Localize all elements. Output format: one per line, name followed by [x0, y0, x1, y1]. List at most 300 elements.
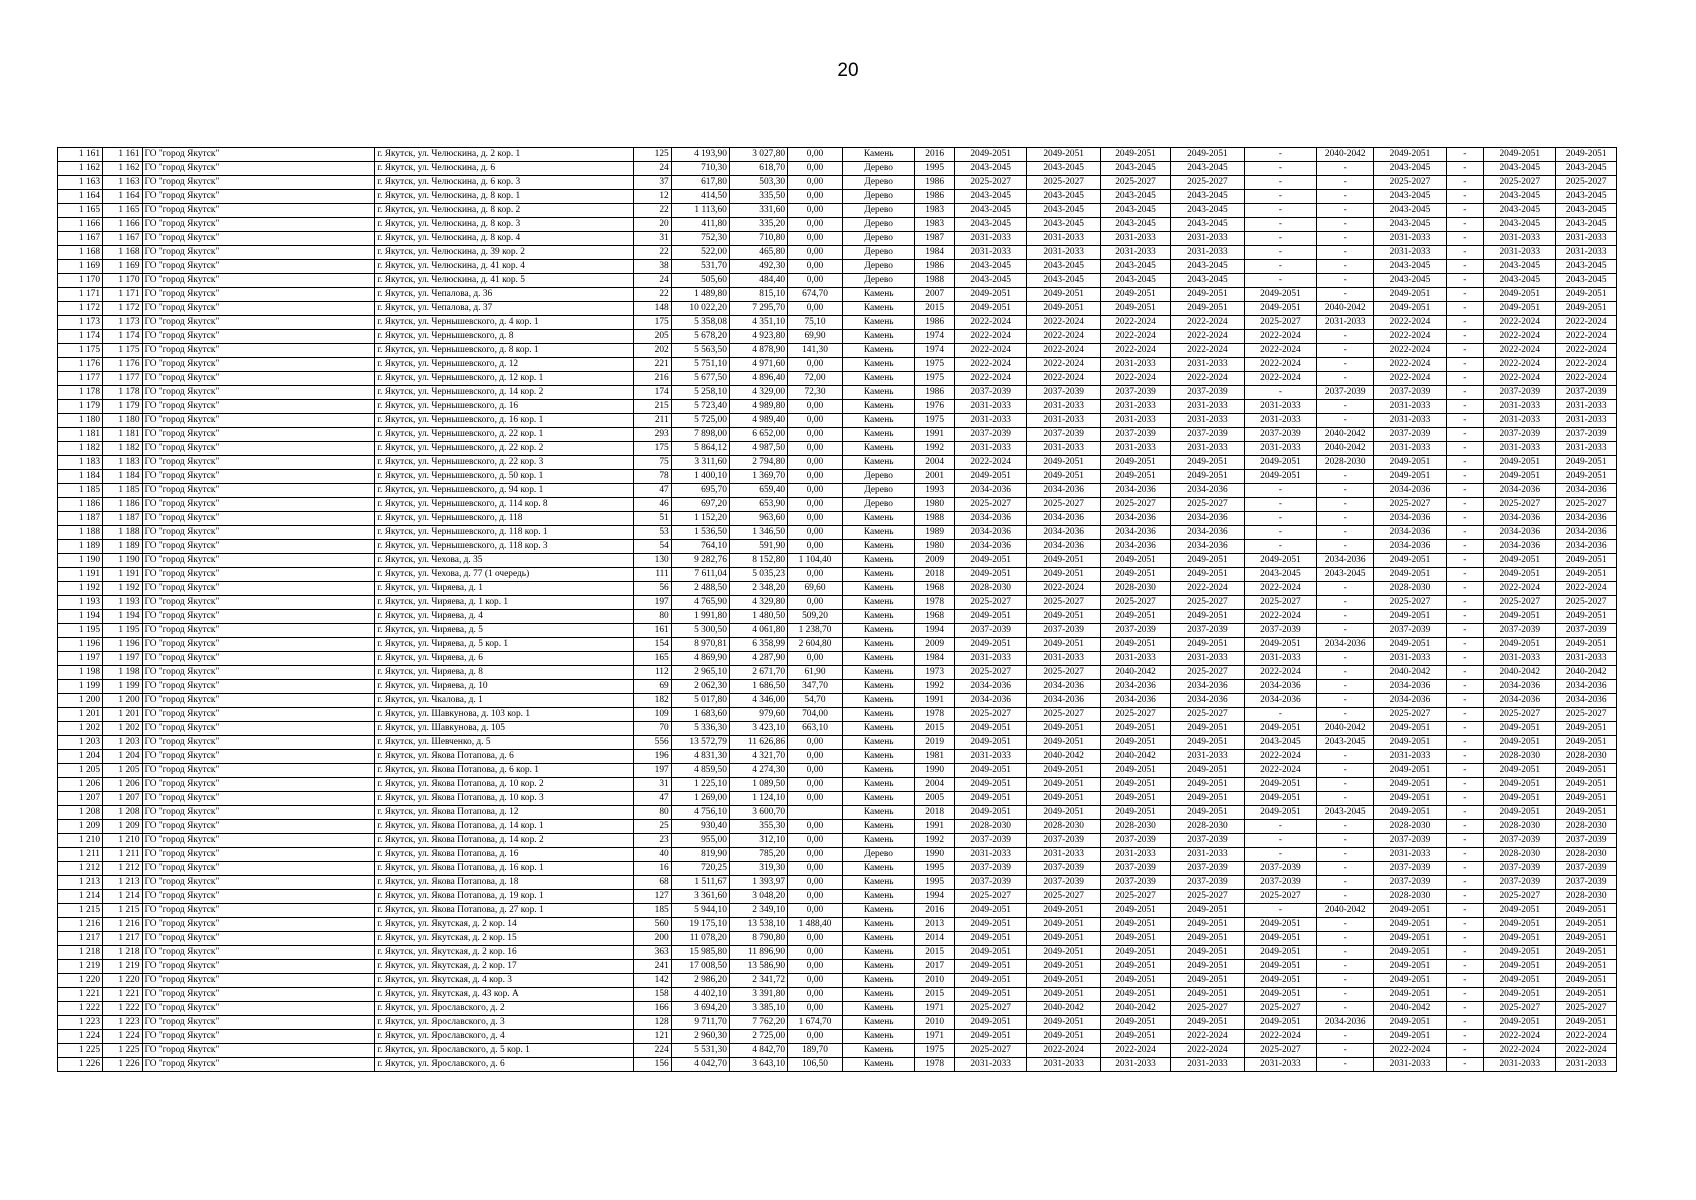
- cell-period-6: -: [1317, 624, 1374, 638]
- cell-period-5: -: [1244, 540, 1316, 554]
- cell-row-number: 1 189: [58, 540, 103, 554]
- cell-period-1: 2025-2027: [954, 596, 1026, 610]
- cell-period-2: 2049-2051: [1027, 148, 1101, 162]
- cell-period-10: 2049-2051: [1556, 946, 1617, 960]
- cell-nonresidential-area: 0,00: [788, 652, 843, 666]
- cell-period-6: -: [1317, 946, 1374, 960]
- cell-row-number: 1 204: [58, 750, 103, 764]
- cell-apartments: 154: [634, 638, 671, 652]
- cell-row-number: 1 221: [58, 988, 103, 1002]
- cell-municipality: ГО "город Якутск": [142, 750, 375, 764]
- cell-period-5: 2049-2051: [1244, 918, 1316, 932]
- cell-period-8: -: [1446, 218, 1483, 232]
- cell-period-1: 2031-2033: [954, 400, 1026, 414]
- cell-apartments: 24: [634, 162, 671, 176]
- cell-record-number: 1 182: [103, 442, 143, 456]
- cell-period-7: 2031-2033: [1374, 750, 1446, 764]
- cell-period-10: 2031-2033: [1556, 246, 1617, 260]
- cell-period-8: -: [1446, 540, 1483, 554]
- cell-year-built: 1975: [915, 358, 955, 372]
- cell-row-number: 1 169: [58, 260, 103, 274]
- cell-period-6: -: [1317, 204, 1374, 218]
- cell-period-9: 2034-2036: [1484, 540, 1556, 554]
- cell-period-3: 2049-2051: [1100, 554, 1170, 568]
- cell-period-8: -: [1446, 386, 1483, 400]
- cell-address: г. Якутск, ул. Якова Потапова, д. 10 кор. 3: [375, 792, 634, 806]
- cell-record-number: 1 184: [103, 470, 143, 484]
- cell-year-built: 1991: [915, 694, 955, 708]
- cell-record-number: 1 201: [103, 708, 143, 722]
- cell-living-area: 3 423,10: [729, 722, 787, 736]
- cell-period-3: 2037-2039: [1100, 624, 1170, 638]
- cell-wall-material: Камень: [842, 316, 914, 330]
- cell-period-8: -: [1446, 610, 1483, 624]
- cell-period-6: -: [1317, 498, 1374, 512]
- cell-record-number: 1 191: [103, 568, 143, 582]
- cell-period-8: -: [1446, 400, 1483, 414]
- cell-year-built: 1987: [915, 232, 955, 246]
- cell-row-number: 1 201: [58, 708, 103, 722]
- cell-wall-material: Камень: [842, 148, 914, 162]
- cell-period-3: 2037-2039: [1100, 834, 1170, 848]
- cell-period-4: 2043-2045: [1171, 190, 1245, 204]
- cell-period-3: 2025-2027: [1100, 176, 1170, 190]
- cell-period-7: 2049-2051: [1374, 456, 1446, 470]
- cell-apartments: 53: [634, 526, 671, 540]
- cell-period-10: 2049-2051: [1556, 470, 1617, 484]
- cell-living-area: 335,20: [729, 218, 787, 232]
- cell-row-number: 1 200: [58, 694, 103, 708]
- cell-row-number: 1 225: [58, 1044, 103, 1058]
- cell-period-9: 2049-2051: [1484, 946, 1556, 960]
- cell-period-4: 2037-2039: [1171, 876, 1245, 890]
- cell-period-7: 2049-2051: [1374, 638, 1446, 652]
- cell-living-area: 1 393,97: [729, 876, 787, 890]
- table-row: [58, 624, 1617, 638]
- cell-total-area: 5 725,00: [671, 414, 729, 428]
- cell-nonresidential-area: 663,10: [788, 722, 843, 736]
- cell-period-3: 2028-2030: [1100, 582, 1170, 596]
- cell-year-built: 1991: [915, 820, 955, 834]
- cell-period-5: -: [1244, 176, 1316, 190]
- cell-nonresidential-area: 72,30: [788, 386, 843, 400]
- cell-period-10: 2043-2045: [1556, 218, 1617, 232]
- cell-period-4: 2022-2024: [1171, 344, 1245, 358]
- cell-period-3: 2034-2036: [1100, 484, 1170, 498]
- cell-living-area: 4 989,80: [729, 400, 787, 414]
- cell-record-number: 1 196: [103, 638, 143, 652]
- cell-municipality: ГО "город Якутск": [142, 764, 375, 778]
- cell-period-6: -: [1317, 694, 1374, 708]
- table-row: [58, 1044, 1617, 1058]
- cell-period-1: 2049-2051: [954, 568, 1026, 582]
- cell-address: г. Якутск, ул. Якова Потапова, д. 6: [375, 750, 634, 764]
- cell-period-8: -: [1446, 568, 1483, 582]
- cell-period-6: -: [1317, 512, 1374, 526]
- cell-period-10: 2022-2024: [1556, 582, 1617, 596]
- cell-year-built: 1971: [915, 1030, 955, 1044]
- cell-row-number: 1 224: [58, 1030, 103, 1044]
- cell-period-3: 2031-2033: [1100, 414, 1170, 428]
- cell-wall-material: Камень: [842, 624, 914, 638]
- cell-period-10: 2049-2051: [1556, 1016, 1617, 1030]
- cell-period-6: 2031-2033: [1317, 316, 1374, 330]
- cell-living-area: 6 358,99: [729, 638, 787, 652]
- cell-total-area: 617,80: [671, 176, 729, 190]
- table-row: [58, 582, 1617, 596]
- cell-period-10: 2022-2024: [1556, 316, 1617, 330]
- table-row: [58, 218, 1617, 232]
- cell-period-9: 2037-2039: [1484, 386, 1556, 400]
- cell-municipality: ГО "город Якутск": [142, 988, 375, 1002]
- cell-apartments: 175: [634, 316, 671, 330]
- cell-period-3: 2049-2051: [1100, 778, 1170, 792]
- cell-period-4: 2022-2024: [1171, 1030, 1245, 1044]
- cell-nonresidential-area: 674,70: [788, 288, 843, 302]
- cell-total-area: 5 677,50: [671, 372, 729, 386]
- cell-living-area: 979,60: [729, 708, 787, 722]
- cell-living-area: 1 369,70: [729, 470, 787, 484]
- cell-year-built: 1992: [915, 680, 955, 694]
- cell-period-3: 2049-2051: [1100, 638, 1170, 652]
- cell-period-5: 2022-2024: [1244, 610, 1316, 624]
- cell-period-6: -: [1317, 834, 1374, 848]
- cell-period-10: 2031-2033: [1556, 442, 1617, 456]
- cell-period-5: -: [1244, 834, 1316, 848]
- cell-period-7: 2043-2045: [1374, 190, 1446, 204]
- cell-address: г. Якутск, ул. Чехова, д. 77 (1 очередь): [375, 568, 634, 582]
- cell-record-number: 1 194: [103, 610, 143, 624]
- cell-record-number: 1 204: [103, 750, 143, 764]
- cell-wall-material: Камень: [842, 540, 914, 554]
- table-row: [58, 960, 1617, 974]
- table-row: [58, 834, 1617, 848]
- cell-municipality: ГО "город Якутск": [142, 274, 375, 288]
- cell-period-4: 2034-2036: [1171, 512, 1245, 526]
- cell-apartments: 142: [634, 974, 671, 988]
- cell-period-4: 2049-2051: [1171, 904, 1245, 918]
- cell-period-8: -: [1446, 1044, 1483, 1058]
- cell-period-1: 2031-2033: [954, 750, 1026, 764]
- cell-period-2: 2037-2039: [1027, 862, 1101, 876]
- cell-period-1: 2022-2024: [954, 344, 1026, 358]
- table-row: [58, 470, 1617, 484]
- cell-total-area: 4 859,50: [671, 764, 729, 778]
- cell-address: г. Якутск, ул. Чернышевского, д. 14 кор. 2: [375, 386, 634, 400]
- cell-municipality: ГО "город Якутск": [142, 316, 375, 330]
- cell-period-5: -: [1244, 820, 1316, 834]
- cell-period-6: -: [1317, 792, 1374, 806]
- cell-year-built: 2010: [915, 1016, 955, 1030]
- cell-row-number: 1 171: [58, 288, 103, 302]
- cell-nonresidential-area: 0,00: [788, 890, 843, 904]
- cell-nonresidential-area: 0,00: [788, 526, 843, 540]
- cell-total-area: 5 751,10: [671, 358, 729, 372]
- cell-record-number: 1 216: [103, 918, 143, 932]
- cell-total-area: 2 965,10: [671, 666, 729, 680]
- cell-period-2: 2049-2051: [1027, 764, 1101, 778]
- cell-address: г. Якутск, ул. Якова Потапова, д. 18: [375, 876, 634, 890]
- cell-apartments: 166: [634, 1002, 671, 1016]
- cell-apartments: 20: [634, 218, 671, 232]
- cell-nonresidential-area: 0,00: [788, 736, 843, 750]
- cell-period-8: -: [1446, 1016, 1483, 1030]
- cell-period-5: -: [1244, 848, 1316, 862]
- cell-period-1: 2043-2045: [954, 162, 1026, 176]
- cell-record-number: 1 197: [103, 652, 143, 666]
- cell-period-10: 2049-2051: [1556, 792, 1617, 806]
- table-row: [58, 442, 1617, 456]
- cell-record-number: 1 169: [103, 260, 143, 274]
- cell-year-built: 1968: [915, 582, 955, 596]
- cell-address: г. Якутск, ул. Якова Потапова, д. 14 кор. 2: [375, 834, 634, 848]
- cell-period-9: 2022-2024: [1484, 344, 1556, 358]
- cell-record-number: 1 199: [103, 680, 143, 694]
- cell-living-area: 11 896,90: [729, 946, 787, 960]
- cell-period-1: 2025-2027: [954, 498, 1026, 512]
- cell-period-6: 2043-2045: [1317, 736, 1374, 750]
- cell-period-8: -: [1446, 316, 1483, 330]
- cell-period-10: 2043-2045: [1556, 204, 1617, 218]
- cell-period-2: 2049-2051: [1027, 722, 1101, 736]
- cell-period-9: 2043-2045: [1484, 190, 1556, 204]
- cell-wall-material: Камень: [842, 610, 914, 624]
- cell-period-8: -: [1446, 582, 1483, 596]
- cell-period-10: 2034-2036: [1556, 484, 1617, 498]
- cell-wall-material: Камень: [842, 666, 914, 680]
- cell-period-7: 2043-2045: [1374, 274, 1446, 288]
- cell-period-8: -: [1446, 1058, 1483, 1072]
- cell-year-built: 2018: [915, 568, 955, 582]
- cell-apartments: 185: [634, 904, 671, 918]
- cell-period-3: 2043-2045: [1100, 274, 1170, 288]
- cell-year-built: 1975: [915, 414, 955, 428]
- cell-period-2: 2043-2045: [1027, 260, 1101, 274]
- cell-period-8: -: [1446, 498, 1483, 512]
- cell-period-1: 2022-2024: [954, 372, 1026, 386]
- cell-total-area: 1 683,60: [671, 708, 729, 722]
- cell-period-1: 2037-2039: [954, 386, 1026, 400]
- cell-address: г. Якутск, ул. Чернышевского, д. 50 кор. 1: [375, 470, 634, 484]
- cell-total-area: 2 986,20: [671, 974, 729, 988]
- cell-year-built: 1984: [915, 652, 955, 666]
- cell-nonresidential-area: 0,00: [788, 904, 843, 918]
- cell-wall-material: Камень: [842, 834, 914, 848]
- cell-municipality: ГО "город Якутск": [142, 820, 375, 834]
- cell-period-10: 2025-2027: [1556, 1002, 1617, 1016]
- cell-period-10: 2025-2027: [1556, 708, 1617, 722]
- cell-period-7: 2049-2051: [1374, 554, 1446, 568]
- table-row: [58, 1058, 1617, 1072]
- cell-nonresidential-area: 189,70: [788, 1044, 843, 1058]
- cell-year-built: 1975: [915, 372, 955, 386]
- cell-period-9: 2031-2033: [1484, 232, 1556, 246]
- cell-period-6: -: [1317, 260, 1374, 274]
- cell-period-8: -: [1446, 806, 1483, 820]
- cell-living-area: 335,50: [729, 190, 787, 204]
- cell-municipality: ГО "город Якутск": [142, 232, 375, 246]
- cell-period-1: 2043-2045: [954, 260, 1026, 274]
- cell-address: г. Якутск, ул. Челюскина, д. 8 кор. 1: [375, 190, 634, 204]
- cell-period-6: -: [1317, 1002, 1374, 1016]
- cell-period-3: 2028-2030: [1100, 820, 1170, 834]
- cell-period-4: 2049-2051: [1171, 792, 1245, 806]
- cell-period-7: 2049-2051: [1374, 960, 1446, 974]
- cell-address: г. Якутск, ул. Якова Потапова, д. 6 кор. 1: [375, 764, 634, 778]
- cell-total-area: 3 694,20: [671, 1002, 729, 1016]
- cell-period-5: 2049-2051: [1244, 932, 1316, 946]
- cell-living-area: 963,60: [729, 512, 787, 526]
- cell-living-area: 4 989,40: [729, 414, 787, 428]
- cell-period-10: 2028-2030: [1556, 890, 1617, 904]
- cell-year-built: 1986: [915, 386, 955, 400]
- cell-period-8: -: [1446, 442, 1483, 456]
- cell-nonresidential-area: 0,00: [788, 820, 843, 834]
- cell-wall-material: Дерево: [842, 470, 914, 484]
- cell-municipality: ГО "город Якутск": [142, 624, 375, 638]
- cell-record-number: 1 212: [103, 862, 143, 876]
- cell-period-10: 2034-2036: [1556, 680, 1617, 694]
- cell-period-5: 2043-2045: [1244, 568, 1316, 582]
- cell-period-7: 2040-2042: [1374, 666, 1446, 680]
- cell-period-1: 2037-2039: [954, 876, 1026, 890]
- cell-period-5: 2043-2045: [1244, 736, 1316, 750]
- cell-wall-material: Камень: [842, 778, 914, 792]
- table-row: [58, 176, 1617, 190]
- cell-period-6: -: [1317, 876, 1374, 890]
- cell-period-1: 2049-2051: [954, 904, 1026, 918]
- cell-total-area: 2 960,30: [671, 1030, 729, 1044]
- cell-period-4: 2034-2036: [1171, 694, 1245, 708]
- cell-nonresidential-area: 0,00: [788, 876, 843, 890]
- cell-period-1: 2043-2045: [954, 190, 1026, 204]
- cell-period-7: 2031-2033: [1374, 848, 1446, 862]
- cell-nonresidential-area: 69,60: [788, 582, 843, 596]
- cell-municipality: ГО "город Якутск": [142, 694, 375, 708]
- cell-municipality: ГО "город Якутск": [142, 946, 375, 960]
- cell-apartments: 75: [634, 456, 671, 470]
- cell-record-number: 1 178: [103, 386, 143, 400]
- cell-period-5: 2031-2033: [1244, 400, 1316, 414]
- cell-address: г. Якутск, ул. Ярославского, д. 4: [375, 1030, 634, 1044]
- cell-living-area: 4 321,70: [729, 750, 787, 764]
- cell-total-area: 4 831,30: [671, 750, 729, 764]
- cell-living-area: 1 480,50: [729, 610, 787, 624]
- cell-period-10: 2025-2027: [1556, 498, 1617, 512]
- cell-period-1: 2049-2051: [954, 778, 1026, 792]
- cell-period-6: 2040-2042: [1317, 722, 1374, 736]
- cell-period-3: 2031-2033: [1100, 848, 1170, 862]
- cell-address: г. Якутск, ул. Якутская, д. 2 кор. 16: [375, 946, 634, 960]
- cell-total-area: 3 311,60: [671, 456, 729, 470]
- cell-row-number: 1 199: [58, 680, 103, 694]
- cell-period-3: 2031-2033: [1100, 652, 1170, 666]
- cell-year-built: 2015: [915, 302, 955, 316]
- cell-record-number: 1 192: [103, 582, 143, 596]
- table-row: [58, 1002, 1617, 1016]
- cell-period-6: -: [1317, 330, 1374, 344]
- cell-row-number: 1 206: [58, 778, 103, 792]
- table-row: [58, 568, 1617, 582]
- cell-period-7: 2025-2027: [1374, 176, 1446, 190]
- cell-living-area: 4 346,00: [729, 694, 787, 708]
- cell-municipality: ГО "город Якутск": [142, 1002, 375, 1016]
- cell-nonresidential-area: 0,00: [788, 498, 843, 512]
- cell-total-area: 505,60: [671, 274, 729, 288]
- cell-row-number: 1 186: [58, 498, 103, 512]
- cell-address: г. Якутск, ул. Челюскина, д. 8 кор. 4: [375, 232, 634, 246]
- cell-period-1: 2049-2051: [954, 792, 1026, 806]
- cell-row-number: 1 166: [58, 218, 103, 232]
- cell-total-area: 5 678,20: [671, 330, 729, 344]
- cell-apartments: 130: [634, 554, 671, 568]
- cell-period-9: 2037-2039: [1484, 428, 1556, 442]
- cell-period-9: 2034-2036: [1484, 526, 1556, 540]
- table-row: [58, 904, 1617, 918]
- cell-municipality: ГО "город Якутск": [142, 246, 375, 260]
- cell-period-7: 2037-2039: [1374, 428, 1446, 442]
- cell-period-5: 2025-2027: [1244, 316, 1316, 330]
- cell-period-1: 2037-2039: [954, 624, 1026, 638]
- cell-row-number: 1 210: [58, 834, 103, 848]
- cell-wall-material: Камень: [842, 946, 914, 960]
- cell-living-area: 4 896,40: [729, 372, 787, 386]
- cell-nonresidential-area: 0,00: [788, 596, 843, 610]
- cell-period-10: 2028-2030: [1556, 848, 1617, 862]
- cell-living-area: 591,90: [729, 540, 787, 554]
- cell-period-3: 2025-2027: [1100, 708, 1170, 722]
- table-row: [58, 792, 1617, 806]
- cell-wall-material: Камень: [842, 820, 914, 834]
- cell-record-number: 1 183: [103, 456, 143, 470]
- cell-period-3: 2049-2051: [1100, 456, 1170, 470]
- cell-period-5: 2022-2024: [1244, 344, 1316, 358]
- cell-record-number: 1 185: [103, 484, 143, 498]
- cell-period-8: -: [1446, 652, 1483, 666]
- cell-record-number: 1 203: [103, 736, 143, 750]
- cell-year-built: 1995: [915, 876, 955, 890]
- cell-period-4: 2049-2051: [1171, 638, 1245, 652]
- cell-record-number: 1 165: [103, 204, 143, 218]
- cell-period-7: 2049-2051: [1374, 722, 1446, 736]
- cell-period-3: 2049-2051: [1100, 470, 1170, 484]
- cell-nonresidential-area: 69,90: [788, 330, 843, 344]
- cell-address: г. Якутск, ул. Чернышевского, д. 118 кор. 3: [375, 540, 634, 554]
- cell-period-1: 2025-2027: [954, 176, 1026, 190]
- cell-period-6: -: [1317, 1058, 1374, 1072]
- cell-living-area: 1 686,50: [729, 680, 787, 694]
- cell-period-2: 2031-2033: [1027, 232, 1101, 246]
- cell-period-8: -: [1446, 428, 1483, 442]
- cell-period-6: 2043-2045: [1317, 568, 1374, 582]
- cell-total-area: 720,25: [671, 862, 729, 876]
- cell-total-area: 1 536,50: [671, 526, 729, 540]
- cell-period-5: 2031-2033: [1244, 1058, 1316, 1072]
- cell-period-8: -: [1446, 288, 1483, 302]
- cell-period-2: 2034-2036: [1027, 512, 1101, 526]
- cell-period-8: -: [1446, 372, 1483, 386]
- cell-total-area: 4 193,90: [671, 148, 729, 162]
- cell-total-area: 710,30: [671, 162, 729, 176]
- cell-period-2: 2049-2051: [1027, 988, 1101, 1002]
- cell-wall-material: Камень: [842, 456, 914, 470]
- cell-period-3: 2043-2045: [1100, 190, 1170, 204]
- cell-period-7: 2037-2039: [1374, 834, 1446, 848]
- cell-wall-material: Дерево: [842, 204, 914, 218]
- cell-period-10: 2049-2051: [1556, 288, 1617, 302]
- cell-municipality: ГО "город Якутск": [142, 652, 375, 666]
- cell-apartments: 211: [634, 414, 671, 428]
